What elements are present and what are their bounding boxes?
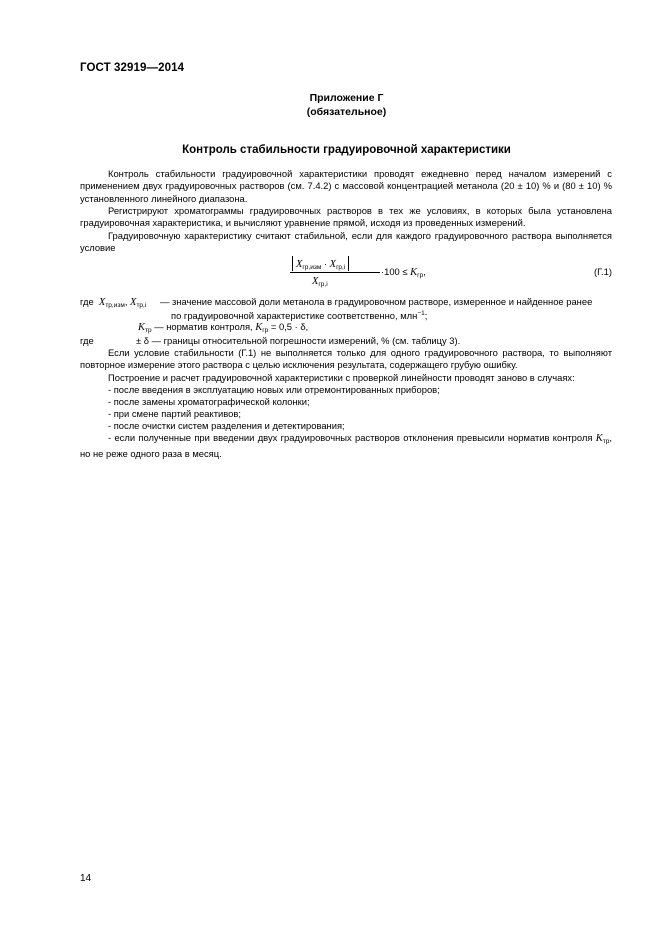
- paragraph-1: Контроль стабильности градуировочной характеристики проводят ежедневно перед началом измерений с применением двух градуировочных растворов (см. 7.4.2) с массовой концентрацией метанола (20 ± 10) % и (80 ± 10) % установленного линейного диапазона.: [80, 168, 612, 204]
- equation-number: (Г.1): [594, 266, 612, 277]
- where-desc-1-cont: по градуировочной характеристике соответственно, млн$^{-1}$;: [171, 310, 428, 321]
- formula-denominator: $X_{гр,i}$: [312, 276, 328, 288]
- appendix-title: Приложение Г: [309, 92, 384, 104]
- paragraph-3: Градуировочную характеристику считают стабильной, если для каждого градуировочного раствора выполняется условие: [80, 230, 612, 254]
- appendix-status: (обязательное): [306, 106, 387, 118]
- paragraph-5: Построение и расчет градуировочной характеристики с проверкой линейности проводят заново в случаях:: [108, 372, 575, 383]
- list-item: - при смене партий реактивов;: [108, 408, 241, 419]
- section-title: Контроль стабильности градуировочной характеристики: [182, 144, 511, 156]
- page-number: 14: [80, 873, 92, 884]
- appendix-heading: [0, 91, 661, 119]
- list-item: - после введения в эксплуатацию новых или отремонтированных приборов;: [108, 384, 440, 395]
- stability-formula: [290, 256, 426, 292]
- where-word-3: где: [80, 335, 94, 346]
- standard-header: ГОСТ 32919—2014: [80, 62, 185, 74]
- formula-numerator: $X_{гр,изм} \cdot X_{гр,i}$: [292, 256, 349, 271]
- list-item: - после замены хроматографической колонки;: [108, 396, 310, 407]
- formula-rhs: $\cdot 100 \le K_{гр}$,: [381, 266, 426, 279]
- paragraph-4: Если условие стабильности (Г.1) не выполняется только для одного градуировочного раствора, то выполняют повторное измерение этого раствора с целью исключения результата, содержащего грубую ошибку.: [80, 347, 612, 371]
- list-item-last: - если полученные при введении двух градуировочных растворов отклонения превысили норматив контроля $K_{тр}$, но не реже одного раза в месяц.: [80, 432, 612, 460]
- paragraph-2: Регистрируют хроматограммы градуировочных растворов в тех же условиях, в которых была установлена градуировочная характеристика, и вычисляют уравнение прямой, исходя из проведенных измерений.: [80, 205, 612, 229]
- fraction-bar: [290, 272, 380, 273]
- where-line-3: ± δ — границы относительной погрешности измерений, % (см. таблицу 3).: [136, 335, 461, 346]
- where-desc-1: — значение массовой доли метанола в градуировочном растворе, измеренное и найденное ранее: [160, 296, 593, 307]
- where-line-2: $K_{тр}$ — норматив контроля, $K_{гр} = 0,5 \cdot \delta$,: [138, 321, 309, 334]
- list-item: - после очистки систем разделения и детектирования;: [108, 420, 345, 431]
- where-line-1: где $X_{тр,изм}$, $X_{тр,i}$: [80, 296, 147, 309]
